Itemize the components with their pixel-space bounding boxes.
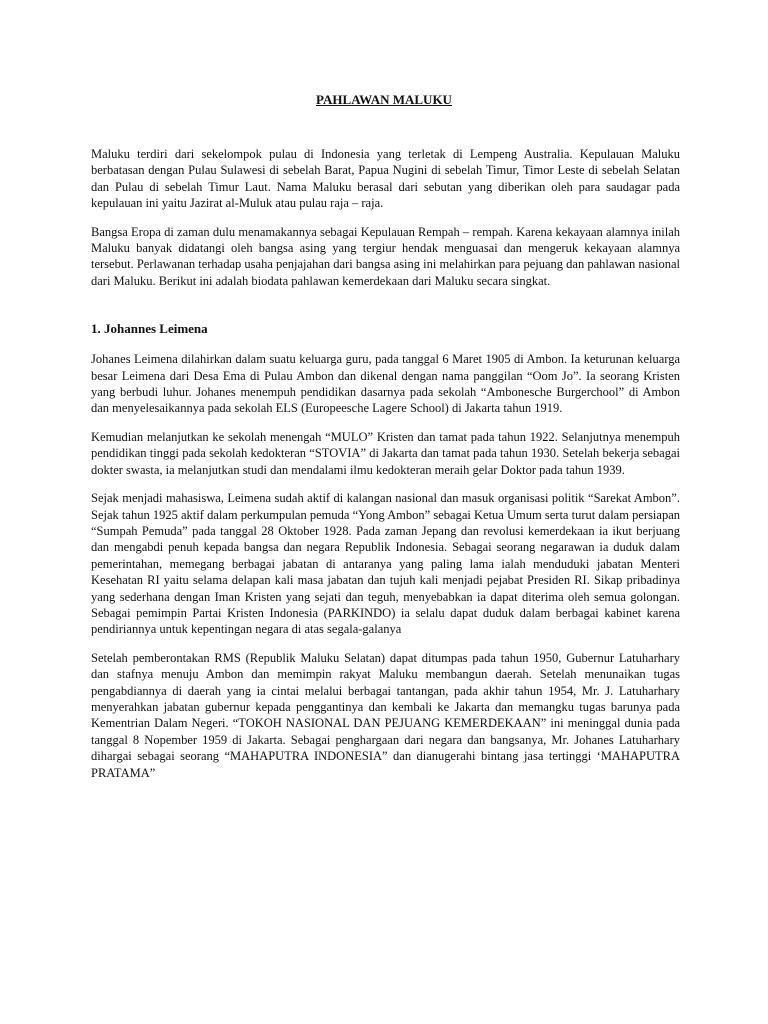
intro-paragraph-2: Bangsa Eropa di zaman dulu menamakannya sebagai Kepulauan Rempah – rempah. Karena kekayaan alamnya inilah Maluku banyak didatangi oleh bangsa asing yang tergiur hendak menguasai dan mengeruk kekayaan alamnya tersebut. Perlawanan terhadap usaha penjajahan dari bangsa asing ini melahirkan para pejuang dan pahlawan nasional dari Maluku. Berikut ini adalah biodata pahlawan kemerdekaan dari Maluku secara singkat.: [91, 224, 681, 288]
section-paragraph-3: Sejak menjadi mahasiswa, Leimena sudah aktif di kalangan nasional dan masuk organisasi politik “Sarekat Ambon”. Sejak tahun 1925 aktif dalam perkumpulan pemuda “Yong Ambon” sebagai Ketua Umum serta turut dalam persiapan “Sumpah Pemuda” pada tanggal 28 Oktober 1928. Pada zaman Jepang dan revolusi kemerdekaan ia ikut berjuang dan mengabdi penuh kepada bangsa dan negara Republik Indonesia. Sebagai seorang negarawan ia duduk dalam pemerintahan, memegang berbagai jabatan di antaranya yang paling lama ialah menduduki jabatan Menteri Kesehatan RI yaitu selama delapan kali masa jabatan dan tujuh kali menjadi pejabat Presiden RI. Sikap pribadinya yang sederhana dengan Iman Kristen yang sejati dan teguh, menyebabkan ia dapat diterima oleh semua golongan. Sebagai pemimpin Partai Kristen Indonesia (PARKINDO) ia selalu dapat duduk dalam berbagai kabinet karena pendiriannya untuk kepentingan negara di atas segala-galanya: [91, 491, 680, 637]
intro-paragraph-1: Maluku terdiri dari sekelompok pulau di Indonesia yang terletak di Lempeng Australia. Kepulauan Maluku berbatasan dengan Pulau Sulawesi di sebelah Barat, Papua Nugini di sebelah Timur, Timor Leste di sebelah Selatan dan Pulau di sebelah Timur Laut. Nama Maluku berasal dari sebutan yang diberikan oleh para saudagar pada kepulauan ini yaitu Jazirat al-Muluk atau pulau raja – raja.: [91, 147, 680, 211]
section-paragraph-4: Setelah pemberontakan RMS (Republik Maluku Selatan) dapat ditumpas pada tahun 1950, Gubernur Latuharhary dan stafnya menuju Ambon dan memimpin rakyat Maluku membangun daerah. Setelah menunaikan tugas pengabdiannya di daerah yang ia cintai melalui berbagai tantangan, pada akhir tahun 1954, Mr. J. Latuharhary menyerahkan jabatan gubernur kepada penggantinya dan kembali ke Jakarta dan memangku tugas barunya pada Kementrian Dalam Negeri. “TOKOH NASIONAL DAN PEJUANG KEMERDEKAAN” ini meninggal dunia pada tanggal 8 Nopember 1959 di Jakarta. Sebagai penghargaan dari negara dan bangsanya, Mr. Johanes Latuharhary dihargai sebagai seorang “MAHAPUTRA INDONESIA” dan dianugerahi bintang jasa tertinggi ‘MAHAPUTRA PRATAMA”: [91, 650, 680, 780]
section-paragraph-2: Kemudian melanjutkan ke sekolah menengah “MULO” Kristen dan tamat pada tahun 1922. Selanjutnya menempuh pendidikan tinggi pada sekolah kedokteran “STOVIA” di Jakarta dan tamat pada tahun 1930. Setelah bekerja sebagai dokter swasta, ia melanjutkan studi dan mendalami ilmu kedokteran meraih gelar Doktor pada tahun 1939.: [91, 429, 680, 477]
section-paragraph-1: Johanes Leimena dilahirkan dalam suatu keluarga guru, pada tanggal 6 Maret 1905 di Ambon. Ia keturunan keluarga besar Leimena dari Desa Ema di Pulau Ambon dan dikenal dengan nama panggilan “Oom Jo”. Ia seorang Kristen yang berbudi luhur. Johanes menempuh pendidikan dasarnya pada sekolah “Ambonesche Burgerchool” di Ambon dan menyelesaikannya pada sekolah ELS (Europeesche Lagere School) di Jakarta tahun 1919.: [91, 352, 680, 416]
document-body: [91, 146, 680, 793]
section-heading-johannes-leimena: 1. Johannes Leimena: [91, 321, 208, 337]
document-title: PAHLAWAN MALUKU: [316, 92, 452, 107]
section-gap: [91, 301, 680, 321]
